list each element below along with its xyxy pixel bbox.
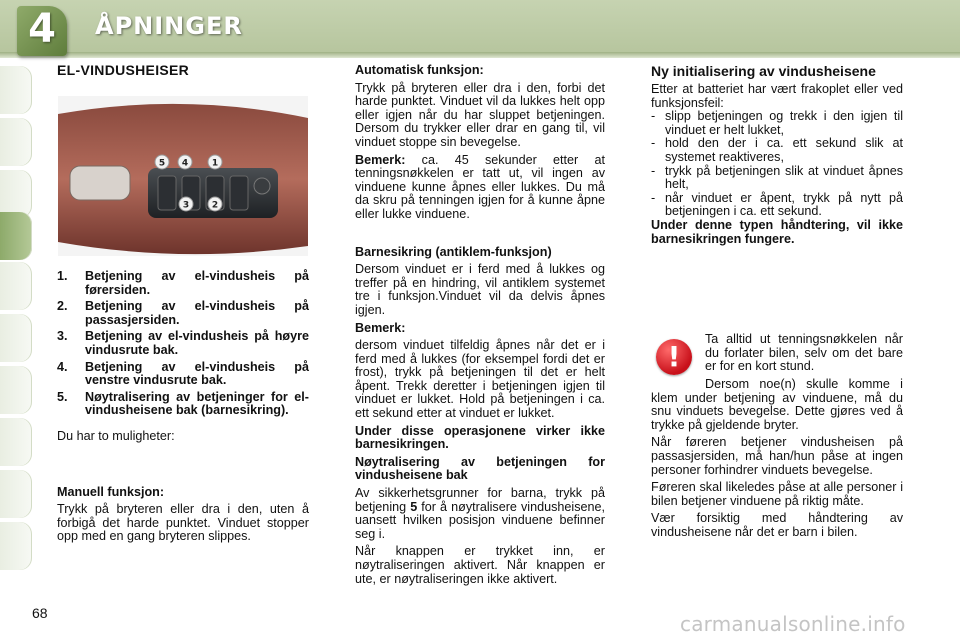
side-tab-3[interactable] bbox=[0, 170, 32, 218]
operations-warning: Under disse operasjonene virker ikke barnesikringen. bbox=[355, 423, 605, 452]
neutralise-text: Av sikkerhetsgrunner for barna, trykk på betjening 5 for å nøytralisere vindusheisene, uansett hvilken posisjon vinduene befinner seg i. bbox=[355, 486, 606, 541]
side-tab-6[interactable] bbox=[0, 314, 32, 362]
section-heading: EL-VINDUSHEISER bbox=[57, 62, 190, 78]
chapter-number: 4 bbox=[28, 6, 56, 52]
reinit-heading: Ny initialisering av vindusheisene bbox=[651, 63, 876, 79]
left-column bbox=[57, 64, 309, 78]
child-safety-text: Dersom vinduet er i ferd med å lukkes og treffer på en hindring, vil antiklem systemet tre i funksjon.Vinduet vil da delvis åpnes igjen. bbox=[355, 262, 605, 317]
label-4: 4 bbox=[181, 158, 189, 169]
note-2-text: dersom vinduet tilfeldig åpnes når det er i ferd med å lukkes (for eksempel fordi det er frost), trykk på betjeningen til det er helt åpent. Trekk deretter i betjeningen igjen til vinduet er lukket. Hold på betjeningen i ca. ett sekund etter at vinduet er lukket. bbox=[355, 338, 605, 421]
exclamation-warning-icon: ! bbox=[656, 339, 692, 375]
warning-text-3: Når føreren betjener vindusheisen på passasjersiden, må han/hun påse at ingen personer forhindrer vinduets bevegelse. bbox=[651, 435, 903, 477]
note-1: Bemerk: ca. 45 sekunder etter at tenningsnøkkelen er tatt ut, vil ingen av vinduene kunne åpnes eller lukkes. Du må da skru på tenningen igjen for å kunne åpne eller lukke vinduene. bbox=[355, 152, 605, 221]
side-tab-1[interactable] bbox=[0, 66, 32, 114]
side-tab-2[interactable] bbox=[0, 118, 32, 166]
warning-text-1: Ta alltid ut tenningsnøkkelen når du forlater bilen, selv om det bare er for en kort stund. bbox=[705, 332, 903, 374]
switch-legend-list bbox=[57, 270, 309, 418]
auto-heading: Automatisk funksjon: bbox=[355, 63, 484, 77]
page-title: ÅPNINGER bbox=[95, 12, 243, 40]
side-tab-5[interactable] bbox=[0, 262, 32, 310]
step-item: - trykk på betjeningen slik at vinduet åpnes helt, bbox=[651, 163, 903, 192]
legend-item: 3. Betjening av el-vindusheis på høyre vindusrute bak. bbox=[57, 329, 309, 357]
child-safety-heading: Barnesikring (antiklem-funksjon) bbox=[355, 244, 552, 259]
legend-item: 5. Nøytralisering av betjeninger for el-vindusheisene bak (barnesikring). bbox=[57, 389, 309, 418]
neutralise-heading: Nøytralisering av betjeningen for vindusheisene bak bbox=[355, 454, 605, 483]
legend-item: 1. Betjening av el-vindusheis på førersiden. bbox=[57, 269, 309, 297]
warning-continuation bbox=[651, 378, 903, 540]
side-tab-4-active[interactable] bbox=[0, 212, 32, 260]
warning-box bbox=[705, 333, 903, 374]
warning-text-4: Føreren skal likeledes påse at alle personer i bilen betjener vinduene på riktig måte. bbox=[651, 480, 903, 508]
legend-item: 2. Betjening av el-vindusheis på passasjersiden. bbox=[57, 299, 309, 327]
warning-text-5: Vær forsiktig med håndtering av vindusheisene når det er barn i bilen. bbox=[651, 511, 903, 539]
side-tab-7[interactable] bbox=[0, 366, 32, 414]
side-tab-9[interactable] bbox=[0, 470, 32, 518]
label-3: 3 bbox=[182, 200, 190, 211]
header-divider bbox=[0, 52, 960, 58]
right-column bbox=[651, 64, 903, 246]
neutralise-text-2: Når knappen er trykket inn, er nøytraliseringen aktivert. Når knappen er ute, er nøytraliseringen ikke aktivert. bbox=[355, 544, 605, 586]
intro-text: Du har to muligheter: bbox=[57, 428, 175, 443]
legend-item: 4. Betjening av el-vindusheis på venstre vindusrute bak. bbox=[57, 359, 309, 388]
side-tab-10[interactable] bbox=[0, 522, 32, 570]
reinit-steps bbox=[651, 110, 903, 219]
legend-column bbox=[57, 270, 309, 544]
warning-text-2: Dersom noe(n) skulle komme i klem under betjening av vinduene, må du snu vinduets bevegelse. Dette gjøres ved å trykke på gjeldende bryter. bbox=[651, 377, 903, 432]
manual-heading: Manuell funksjon: bbox=[57, 484, 165, 499]
page-number: 68 bbox=[32, 605, 48, 621]
label-1: 1 bbox=[211, 158, 219, 169]
auto-text: Trykk på bryteren eller dra i den, forbi det harde punktet. Vinduet vil da lukkes helt opp eller igjen når du har sluppet betjeningen. Dersom du trykker eller drar en gang til, vil vinduet stoppe sin bevegelse. bbox=[355, 80, 605, 149]
watermark: carmanualsonline.info bbox=[680, 612, 906, 636]
window-switch-photo bbox=[58, 96, 308, 256]
note-2-label: Bemerk: bbox=[355, 320, 406, 335]
reinit-intro: Etter at batteriet har vært frakoplet eller ved funksjonsfeil: bbox=[651, 82, 903, 110]
label-2: 2 bbox=[211, 200, 219, 211]
label-5: 5 bbox=[158, 158, 166, 169]
manual-text: Trykk på bryteren eller dra i den, uten å forbigå det harde punktet. Vinduet stopper opp med en gang bryteren slippes. bbox=[57, 502, 309, 544]
step-item: - hold den der i ca. ett sekund slik at systemet reaktiveres, bbox=[651, 136, 903, 164]
side-tab-8[interactable] bbox=[0, 418, 32, 466]
reinit-warning: Under denne typen håndtering, vil ikke barnesikringen fungere. bbox=[651, 217, 903, 246]
middle-column bbox=[355, 64, 605, 586]
step-item: - når vinduet er åpent, trykk på nytt på betjeningen i ca. ett sekund. bbox=[651, 190, 903, 219]
step-item: - slipp betjeningen og trekk i den igjen til vinduet er helt lukket, bbox=[651, 109, 903, 137]
